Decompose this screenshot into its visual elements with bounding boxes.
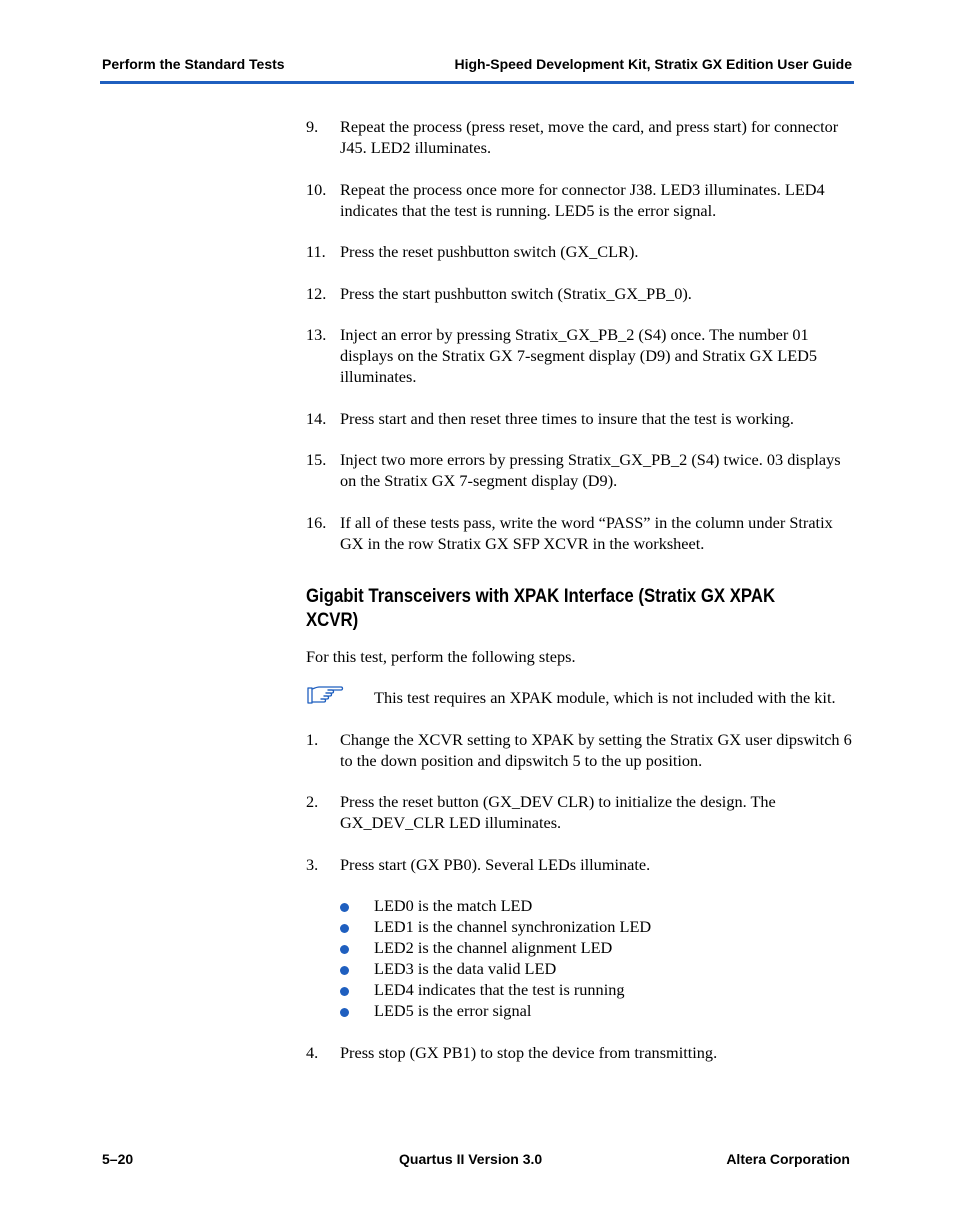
list-item (306, 449, 854, 491)
bullet-text: LED0 is the match LED (374, 896, 533, 915)
step-text: If all of these tests pass, write the word “PASS” in the column under Stratix GX in the row Stratix GX SFP XCVR in the worksheet. (340, 512, 833, 553)
step-text: Inject an error by pressing Stratix_GX_PB_2 (S4) once. The number 01 displays on the Stratix GX 7-segment display (D9) and Stratix GX LED5 illuminates. (340, 325, 818, 386)
step-text: Press the reset pushbutton switch (GX_CLR). (340, 242, 639, 261)
bullet-dot-icon (340, 945, 349, 954)
step-text: Repeat the process (press reset, move the card, and press start) for connector J45. LED2 illuminates. (340, 117, 839, 157)
list-item (306, 791, 854, 833)
step-number: 13. (306, 325, 327, 344)
step-number: 9. (306, 117, 319, 136)
led-bullet-list (306, 895, 854, 1021)
step-number: 1. (306, 729, 319, 749)
step-number: 11. (306, 242, 326, 261)
page-body (306, 116, 854, 1083)
step-number: 10. (306, 179, 327, 199)
step-number: 12. (306, 283, 327, 303)
header-rule (100, 81, 854, 84)
bullet-text: LED4 indicates that the test is running (374, 980, 625, 999)
list-item (306, 408, 854, 429)
list-item (306, 1042, 854, 1063)
step-number: 3. (306, 854, 319, 874)
footer-version: Quartus II Version 3.0 (399, 1151, 543, 1167)
note-text: This test requires an XPAK module, which is not included with the kit. (374, 688, 836, 707)
step-text: Press the reset button (GX_DEV CLR) to initialize the design. The GX_DEV_CLR LED illuminates. (340, 792, 776, 832)
list-item (306, 116, 854, 158)
step-number: 4. (306, 1042, 319, 1062)
bullet-item (306, 1000, 854, 1021)
bullet-text: LED5 is the error signal (374, 1001, 532, 1020)
header-document-title: High-Speed Development Kit, Stratix GX Edition User Guide (454, 56, 852, 72)
bullet-dot-icon (340, 924, 349, 933)
bullet-item (306, 916, 854, 937)
footer-company: Altera Corporation (726, 1151, 850, 1167)
list-item (306, 512, 854, 554)
list-item (306, 729, 854, 771)
step-number: 2. (306, 792, 319, 811)
pointing-hand-icon (306, 685, 346, 705)
list-item (306, 324, 854, 387)
step-text: Press start (GX PB0). Several LEDs illuminate. (340, 854, 651, 874)
header-section-title: Perform the Standard Tests (102, 56, 285, 72)
list-item (306, 241, 854, 262)
step-number: 15. (306, 450, 327, 469)
bullet-text: LED3 is the data valid LED (374, 959, 557, 978)
note-box (306, 687, 854, 708)
bullet-item (306, 937, 854, 958)
bullet-dot-icon (340, 987, 349, 996)
step-text: Press start and then reset three times to insure that the test is working. (340, 408, 794, 428)
list-item (306, 283, 854, 304)
bullet-item (306, 958, 854, 979)
bullet-item (306, 979, 854, 1000)
step-number: 16. (306, 512, 327, 532)
bullet-dot-icon (340, 903, 349, 912)
step-number: 14. (306, 408, 327, 428)
list-item (306, 179, 854, 221)
step-text: Press the start pushbutton switch (Stratix_GX_PB_0). (340, 283, 692, 303)
page-number: 5–20 (102, 1151, 134, 1167)
list-item (306, 854, 854, 875)
bullet-dot-icon (340, 966, 349, 975)
bullet-text: LED1 is the channel synchronization LED (374, 917, 652, 936)
intro-paragraph: For this test, perform the following steps. (306, 646, 576, 666)
step-text: Change the XCVR setting to XPAK by setting the Stratix GX user dipswitch 6 to the down position and dipswitch 5 to the up position. (340, 729, 852, 770)
bullet-item (306, 895, 854, 916)
step-text: Inject two more errors by pressing Stratix_GX_PB_2 (S4) twice. 03 displays on the Stratix GX 7-segment display (D9). (340, 450, 841, 490)
bullet-text: LED2 is the channel alignment LED (374, 938, 613, 957)
section-heading: Gigabit Transceivers with XPAK Interface (Stratix GX XPAK XCVR) (306, 584, 776, 631)
step-text: Press stop (GX PB1) to stop the device from transmitting. (340, 1042, 718, 1062)
bullet-dot-icon (340, 1008, 349, 1017)
step-text: Repeat the process once more for connector J38. LED3 illuminates. LED4 indicates that the test is running. LED5 is the error signal. (340, 179, 825, 220)
